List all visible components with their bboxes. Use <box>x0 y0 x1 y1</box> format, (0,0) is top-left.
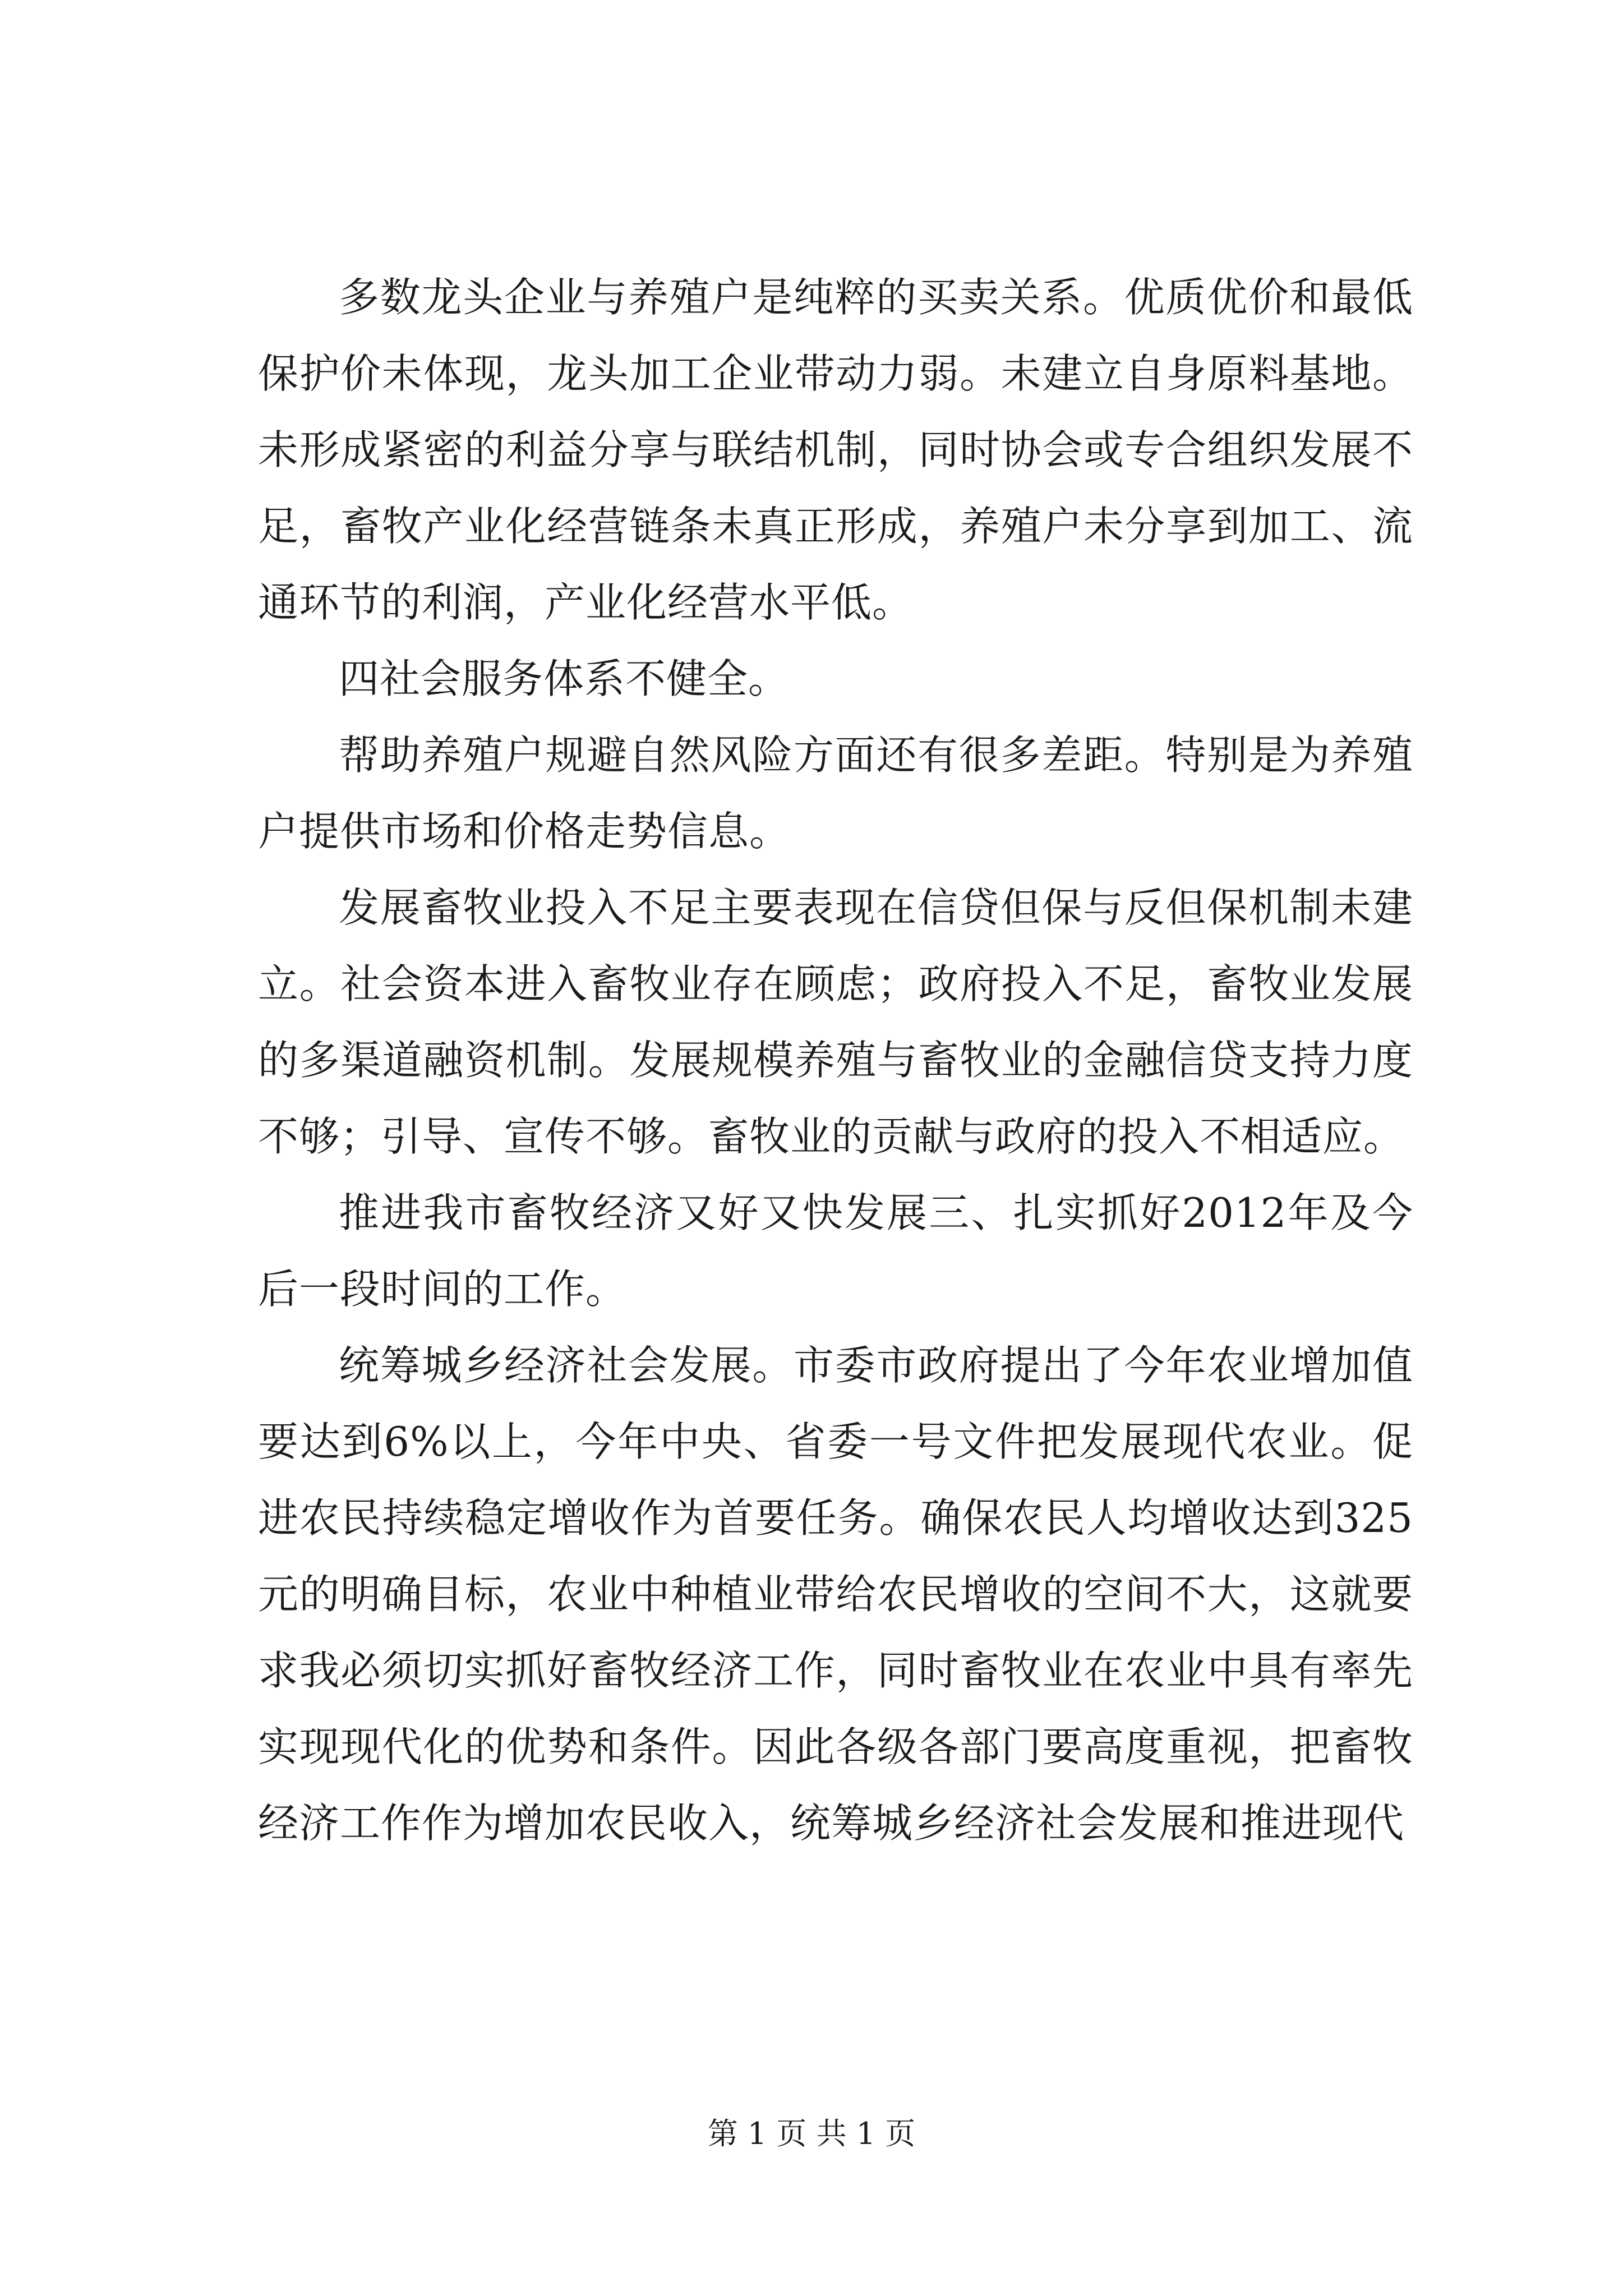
paragraph: 多数龙头企业与养殖户是纯粹的买卖关系。优质优价和最低保护价未体现，龙头加工企业带动力弱。未建立自身原料基地。未形成紧密的利益分享与联结机制，同时协会或专合组织发展不足，畜牧产业化经营链条未真正形成，养殖户未分享到加工、流通环节的利润，产业化经营水平低。 <box>258 274 1413 626</box>
paragraph: 发展畜牧业投入不足主要表现在信贷但保与反但保机制未建立。社会资本进入畜牧业存在顾虑；政府投入不足，畜牧业发展的多渠道融资机制。发展规模养殖与畜牧业的金融信贷支持力度不够；引导、宣传不够。畜牧业的贡献与政府的投入不相适应。 <box>258 884 1413 1160</box>
paragraph: 四社会服务体系不健全。 <box>339 655 790 702</box>
page-footer: 第 1 页 共 1 页 <box>707 2116 916 2151</box>
paragraph: 推进我市畜牧经济又好又快发展三、扎实抓好2012年及今后一段时间的工作。 <box>258 1189 1413 1313</box>
paragraph: 帮助养殖户规避自然风险方面还有很多差距。特别是为养殖户提供市场和价格走势信息。 <box>258 731 1413 855</box>
paragraph: 统筹城乡经济社会发展。市委市政府提出了今年农业增加值要达到6%以上，今年中央、省委一号文件把发展现代农业。促进农民持续稳定增收作为首要任务。确保农民人均增收达到325元的明确目标，农业中种植业带给农民增收的空间不大，这就要求我必须切实抓好畜牧经济工作，同时畜牧业在农业中具有率先实现现代化的优势和条件。因此各级各部门要高度重视，把畜牧经济工作作为增加农民收入，统筹城乡经济社会发展和推进现代 <box>258 1342 1413 1847</box>
document-body <box>258 259 1413 1861</box>
